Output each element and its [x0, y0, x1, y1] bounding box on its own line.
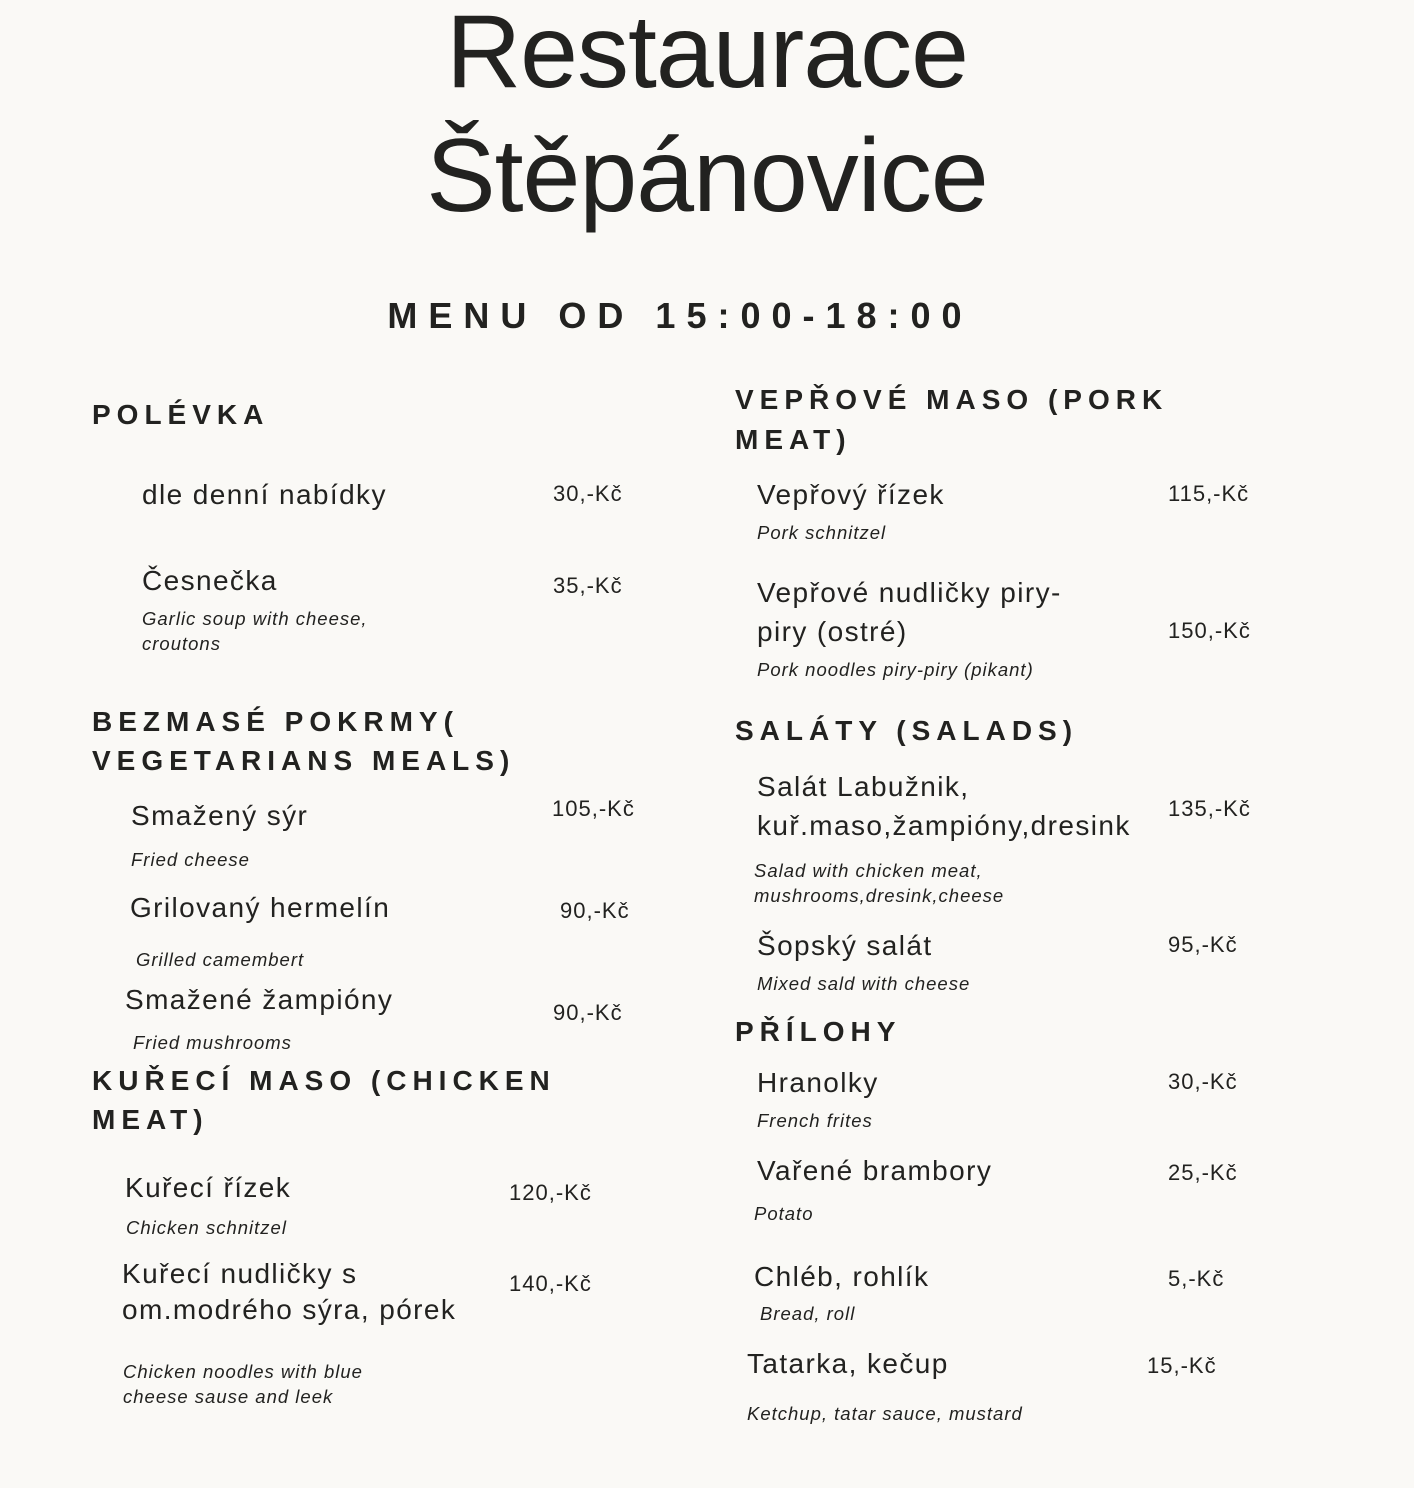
item-price: 30,-Kč	[1168, 1069, 1238, 1094]
item-description: Salad with chicken meat,	[754, 860, 983, 881]
item-name: Česnečka	[142, 565, 278, 596]
item-name: Tatarka, kečup	[747, 1348, 949, 1379]
item-price: 95,-Kč	[1168, 932, 1238, 957]
item-price: 115,-Kč	[1168, 481, 1250, 506]
restaurant-name-line2: Štěpánovice	[426, 118, 988, 234]
item-description: Fried mushrooms	[133, 1032, 292, 1053]
item-price: 105,-Kč	[552, 796, 635, 821]
item-description: Ketchup, tatar sauce, mustard	[747, 1403, 1023, 1424]
item-description: croutons	[142, 633, 221, 654]
item-description: Chicken noodles with blue	[123, 1361, 363, 1382]
item-name: Salát Labužnik,	[757, 771, 970, 802]
item-name: piry (ostré)	[757, 616, 908, 647]
item-price: 90,-Kč	[553, 1000, 623, 1025]
item-price: 150,-Kč	[1168, 618, 1251, 643]
section-heading-vegetarian: BEZMASÉ POKRMY(	[92, 706, 459, 737]
item-description: Mixed sald with cheese	[757, 973, 971, 994]
item-description: Pork schnitzel	[757, 522, 887, 543]
item-name: om.modrého sýra, pórek	[122, 1294, 457, 1325]
menu-hours-subtitle: MENU OD 15:00-18:00	[387, 295, 973, 336]
item-description: Potato	[754, 1203, 814, 1224]
item-name: Grilovaný hermelín	[130, 892, 391, 923]
item-name: Vařené brambory	[757, 1155, 993, 1186]
item-description: French frites	[757, 1110, 873, 1131]
section-heading-pork: VEPŘOVÉ MASO (PORK	[735, 384, 1169, 415]
item-name: Šopský salát	[757, 930, 933, 961]
item-price: 35,-Kč	[553, 573, 623, 598]
section-heading-pork: MEAT)	[735, 424, 852, 455]
item-price: 135,-Kč	[1168, 796, 1251, 821]
item-name: Vepřové nudličky piry-	[757, 577, 1062, 608]
item-name: Smažený sýr	[131, 800, 309, 831]
item-name: Hranolky	[757, 1067, 879, 1098]
item-description: Fried cheese	[131, 849, 250, 870]
item-price: 15,-Kč	[1147, 1353, 1217, 1378]
item-price: 5,-Kč	[1168, 1266, 1225, 1291]
item-name: Chléb, rohlík	[754, 1261, 930, 1292]
item-description: cheese sause and leek	[123, 1386, 334, 1407]
item-name: Vepřový řízek	[757, 479, 945, 510]
item-name: Smažené žampióny	[125, 984, 394, 1015]
section-heading-salads: SALÁTY (SALADS)	[735, 715, 1079, 746]
item-price: 90,-Kč	[560, 898, 630, 923]
section-heading-sides: PŘÍLOHY	[735, 1016, 902, 1047]
item-price: 25,-Kč	[1168, 1160, 1238, 1185]
item-price: 140,-Kč	[509, 1271, 592, 1296]
item-name: Kuřecí řízek	[125, 1172, 292, 1203]
section-heading-soup: POLÉVKA	[92, 399, 270, 430]
item-name: dle denní nabídky	[142, 479, 387, 510]
item-description: Bread, roll	[760, 1303, 856, 1324]
section-heading-chicken: KUŘECÍ MASO (CHICKEN	[92, 1065, 556, 1096]
item-description: Grilled camembert	[136, 949, 305, 970]
restaurant-name-line1: Restaurace	[446, 0, 968, 110]
item-price: 30,-Kč	[553, 481, 623, 506]
item-description: mushrooms,dresink,cheese	[754, 885, 1005, 906]
item-name: kuř.maso,žampióny,dresink	[757, 810, 1131, 841]
section-heading-vegetarian: VEGETARIANS MEALS)	[92, 745, 516, 776]
section-heading-chicken: MEAT)	[92, 1104, 209, 1135]
item-description: Pork noodles piry-piry (pikant)	[757, 659, 1034, 680]
item-description: Chicken schnitzel	[126, 1217, 287, 1238]
item-description: Garlic soup with cheese,	[142, 608, 368, 629]
item-price: 120,-Kč	[509, 1180, 592, 1205]
item-name: Kuřecí nudličky s	[122, 1258, 358, 1289]
